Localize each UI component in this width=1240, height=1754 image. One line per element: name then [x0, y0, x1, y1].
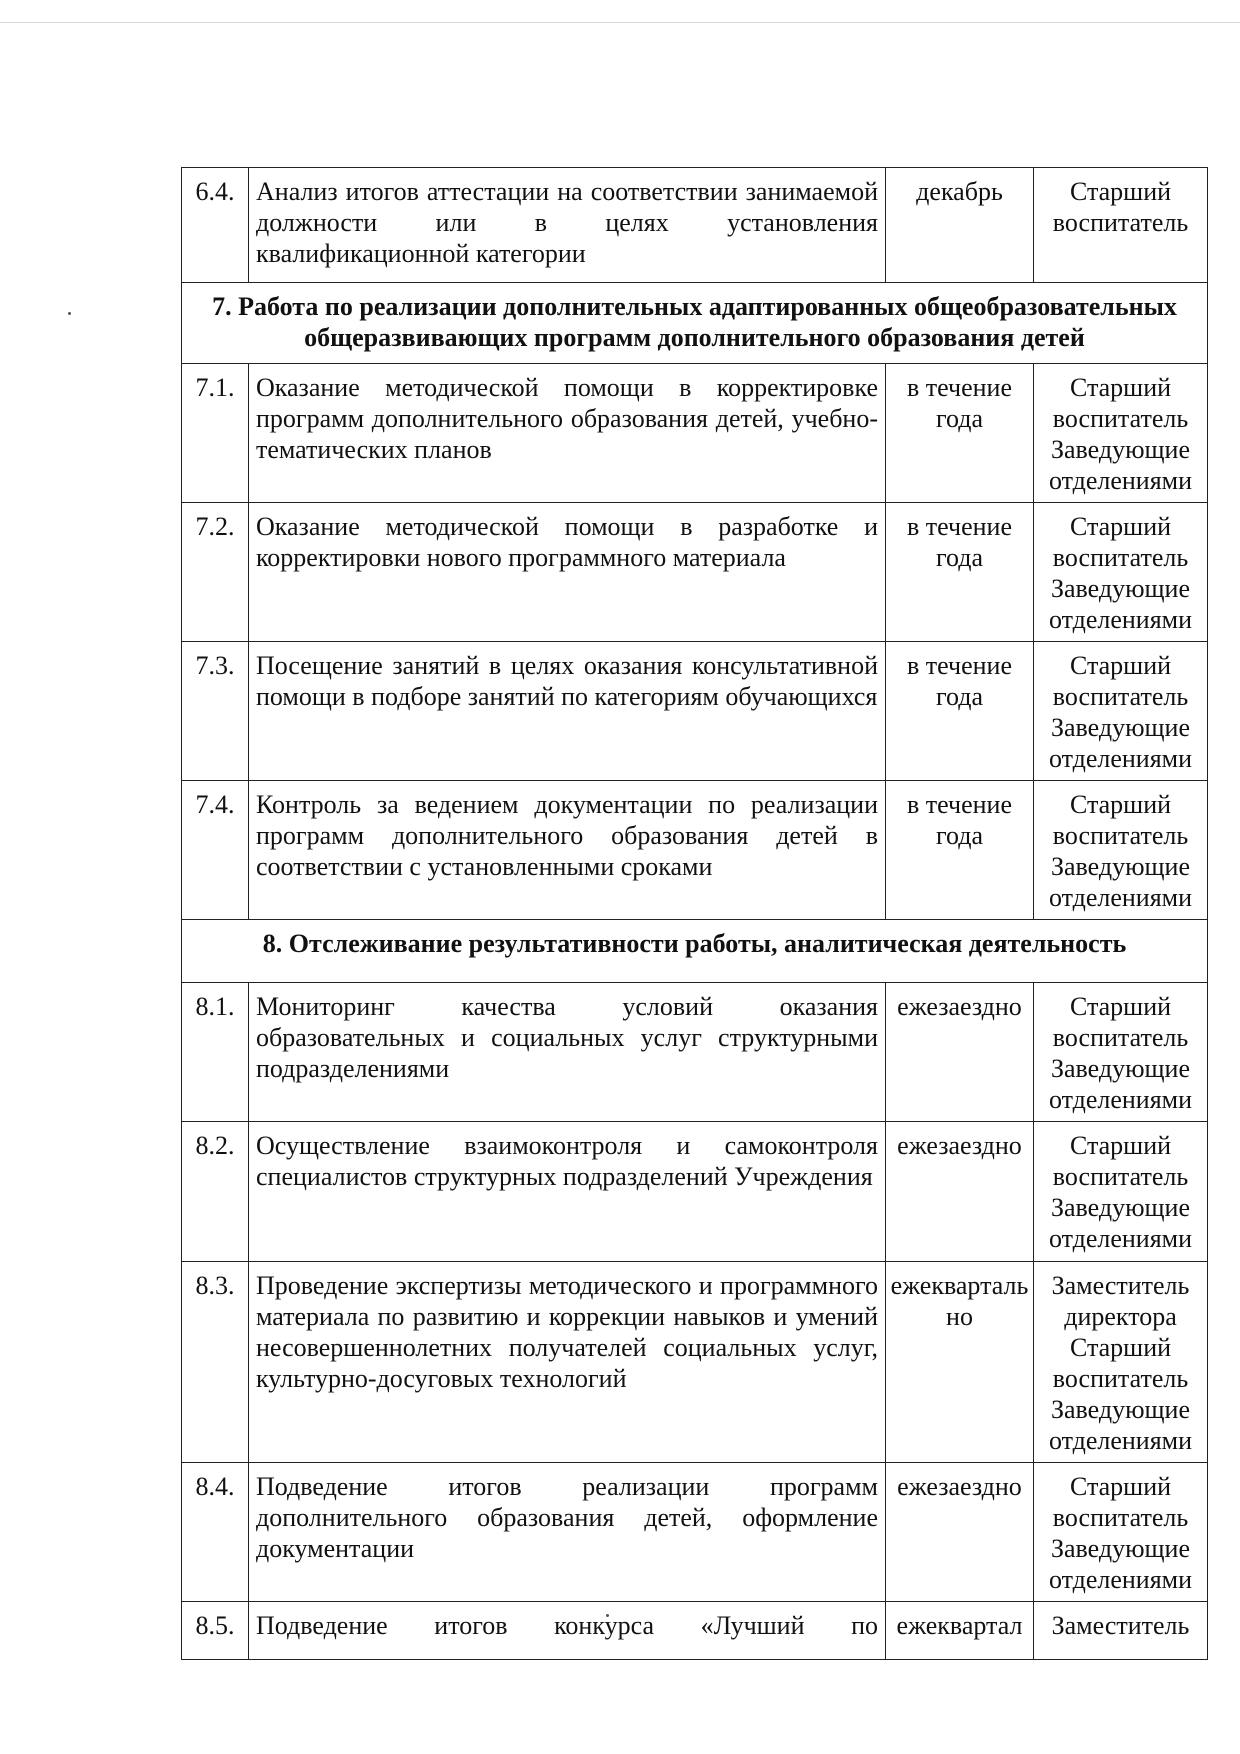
item-responsible [1034, 168, 1208, 283]
item-responsible [1034, 642, 1208, 781]
section-heading: 8. Отслеживание результативности работы, аналитическая деятельность [182, 920, 1208, 983]
responsible-line: Старший [1069, 177, 1172, 206]
item-deadline: ежезаездно [886, 1122, 1034, 1262]
item-number: 7.2. [182, 503, 249, 642]
table-row [182, 642, 1208, 781]
item-responsible [1034, 1122, 1208, 1262]
responsible-line: отделениями [1048, 883, 1193, 912]
responsible-line: Заведующие [1050, 574, 1190, 603]
responsible-line: воспитатель [1052, 404, 1189, 433]
item-deadline: в течение года [886, 781, 1034, 920]
item-number: 7.4. [182, 781, 249, 920]
item-description: Проведение экспертизы методического и программного материала по развитию и коррекции навыков и умений несовершеннолетних получателей социальных услуг, культурно-досуговых технологий [249, 1262, 886, 1463]
responsible-line: отделениями [1048, 605, 1193, 634]
item-deadline: в течение года [886, 642, 1034, 781]
item-number: 7.3. [182, 642, 249, 781]
item-number: 8.3. [182, 1262, 249, 1463]
item-description: Оказание методической помощи в разработке и корректировки нового программного материала [249, 503, 886, 642]
item-deadline: в течение года [886, 364, 1034, 503]
responsible-line: Старший [1069, 1472, 1172, 1501]
responsible-line: Заместитель [1051, 1611, 1190, 1640]
item-number: 8.1. [182, 983, 249, 1122]
item-description: Посещение занятий в целях оказания консультативной помощи в подборе занятий по категориям обучающихся [249, 642, 886, 781]
item-deadline: в течение года [886, 503, 1034, 642]
item-deadline: ежеквартально [886, 1262, 1034, 1463]
item-responsible [1034, 983, 1208, 1122]
item-responsible [1034, 1262, 1208, 1463]
responsible-line: воспитатель [1052, 821, 1189, 850]
responsible-line: отделениями [1048, 744, 1193, 773]
item-description: Мониторинг качества условий оказания образовательных и социальных услуг структурными подразделениями [249, 983, 886, 1122]
responsible-line: Заведующие [1050, 713, 1190, 742]
responsible-line: воспитатель [1052, 1023, 1189, 1052]
item-deadline: ежезаездно [886, 983, 1034, 1122]
section-heading: 7. Работа по реализации дополнительных адаптированных общеобразовательных общеразвивающих программ дополнительного образования детей [182, 283, 1208, 364]
item-responsible [1034, 503, 1208, 642]
item-deadline: декабрь [886, 168, 1034, 283]
table-row [182, 364, 1208, 503]
table-row [182, 1463, 1208, 1602]
responsible-line: отделениями [1048, 1565, 1193, 1594]
responsible-line: Заведующие [1050, 852, 1190, 881]
section-row [182, 920, 1208, 983]
responsible-line: Заведующие [1050, 1534, 1190, 1563]
item-description: Подведение итогов конкурса «Лучший по [249, 1602, 886, 1660]
table-row [182, 1262, 1208, 1463]
item-number: 8.2. [182, 1122, 249, 1262]
item-responsible [1034, 781, 1208, 920]
responsible-line: Старший [1069, 1131, 1172, 1160]
responsible-line: Старший [1069, 373, 1172, 402]
responsible-line: воспитатель [1052, 682, 1189, 711]
responsible-line: Старший [1069, 1333, 1172, 1362]
responsible-line: отделениями [1048, 466, 1193, 495]
responsible-line: директора [1064, 1302, 1177, 1331]
item-description: Анализ итогов аттестации на соответствии занимаемой должности или в целях установления квалификационной категории [249, 168, 886, 283]
item-description: Оказание методической помощи в корректировке программ дополнительного образования детей, учебно-тематических планов [249, 364, 886, 503]
item-responsible [1034, 1602, 1208, 1660]
work-plan-table [181, 167, 1208, 1660]
item-responsible [1034, 1463, 1208, 1602]
responsible-line: отделениями [1048, 1224, 1193, 1253]
scan-speck [68, 312, 71, 315]
responsible-line: отделениями [1048, 1426, 1193, 1455]
responsible-line: воспитатель [1052, 1503, 1189, 1532]
responsible-line: воспитатель [1052, 543, 1189, 572]
section-row [182, 283, 1208, 364]
responsible-line: Старший [1069, 992, 1172, 1021]
item-description: Подведение итогов реализации программ дополнительного образования детей, оформление документации [249, 1463, 886, 1602]
responsible-line: Старший [1069, 512, 1172, 541]
table-row [182, 1602, 1208, 1660]
item-number: 8.5. [182, 1602, 249, 1660]
table-row [182, 1122, 1208, 1262]
responsible-line: Старший [1069, 790, 1172, 819]
item-deadline: ежеквартал [886, 1602, 1034, 1660]
responsible-line: Заведующие [1050, 1054, 1190, 1083]
responsible-line: Заместитель [1051, 1271, 1190, 1300]
item-number: 6.4. [182, 168, 249, 283]
responsible-line: воспитатель [1052, 1364, 1189, 1393]
responsible-line: воспитатель [1052, 1162, 1189, 1191]
scan-edge-line [0, 22, 1240, 23]
responsible-line: Заведующие [1050, 435, 1190, 464]
item-deadline: ежезаездно [886, 1463, 1034, 1602]
responsible-line: Заведующие [1050, 1395, 1190, 1424]
item-number: 7.1. [182, 364, 249, 503]
table-row [182, 781, 1208, 920]
responsible-line: воспитатель [1052, 208, 1189, 237]
responsible-line: Заведующие [1050, 1193, 1190, 1222]
item-responsible [1034, 364, 1208, 503]
responsible-line: Старший [1069, 651, 1172, 680]
responsible-line: отделениями [1048, 1085, 1193, 1114]
table-row [182, 503, 1208, 642]
table-row [182, 983, 1208, 1122]
item-number: 8.4. [182, 1463, 249, 1602]
item-description: Осуществление взаимоконтроля и самоконтроля специалистов структурных подразделений Учреждения [249, 1122, 886, 1262]
item-description: Контроль за ведением документации по реализации программ дополнительного образования детей в соответствии с установленными сроками [249, 781, 886, 920]
table-row [182, 168, 1208, 283]
